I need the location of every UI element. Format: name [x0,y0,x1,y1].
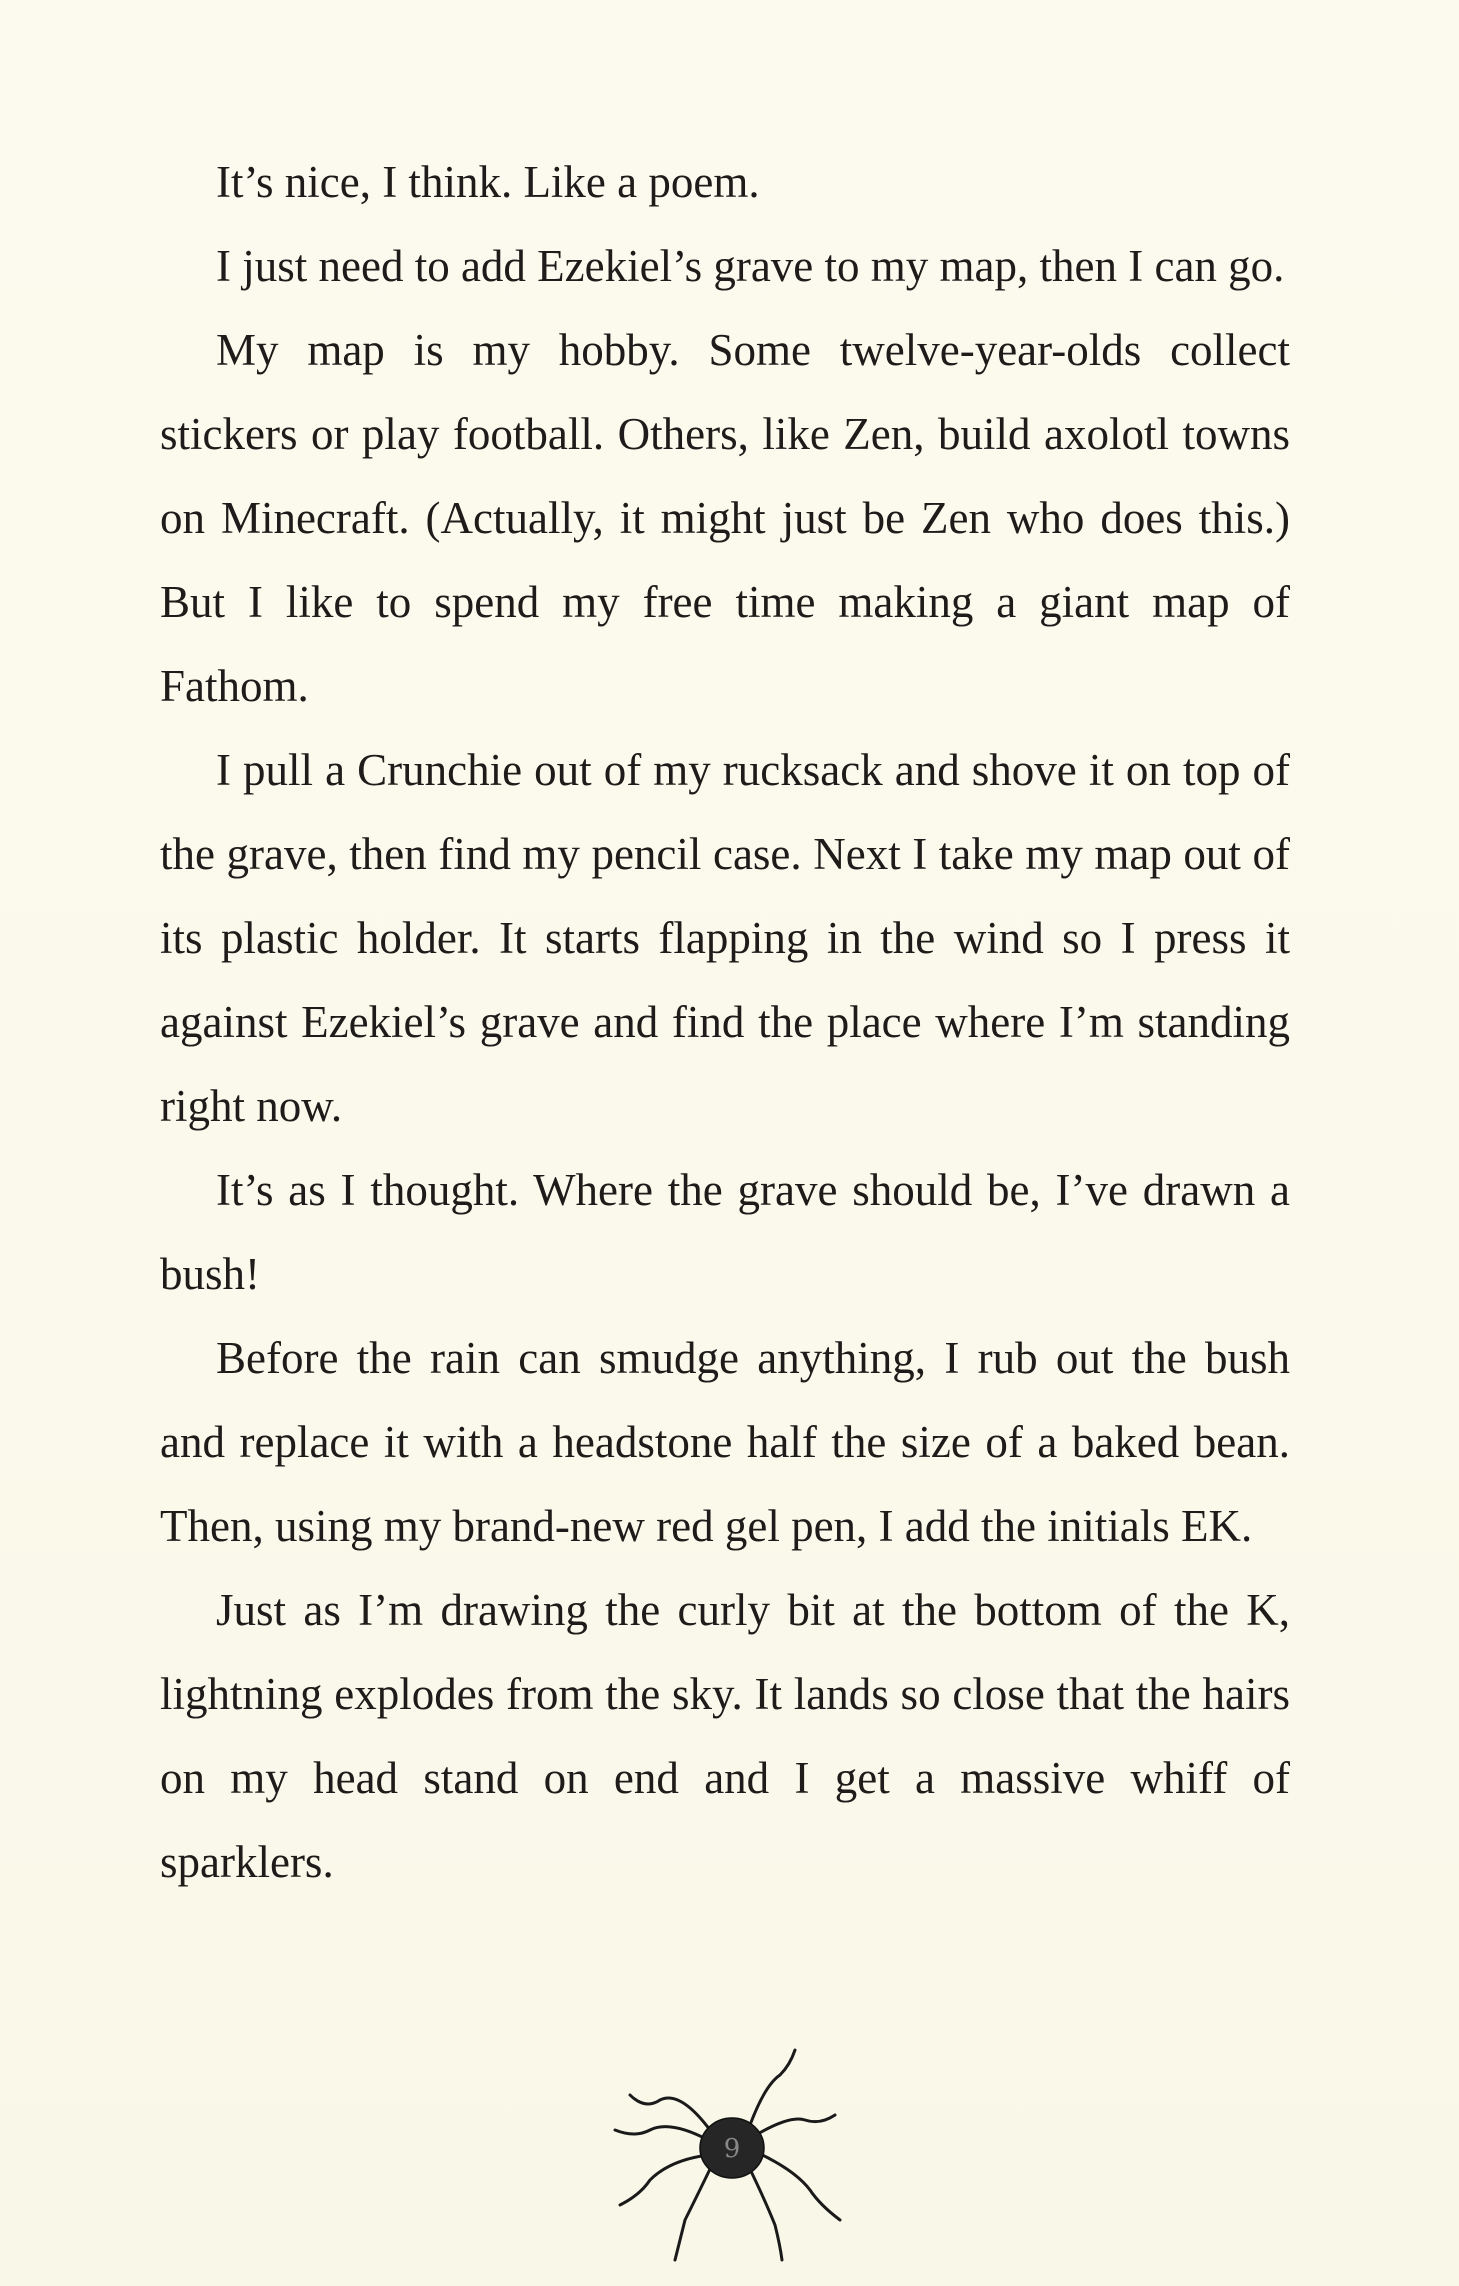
spider-icon [600,2030,860,2270]
paragraph-6: Before the rain can smudge anything, I rub out the bush and replace it with a headstone half the size of a baked bean. Then, using my brand-new red gel pen, I add the initials EK. [160,1333,1290,1551]
body-text [160,140,1290,1904]
paragraph-1: It’s nice, I think. Like a poem. [216,157,760,207]
paragraph-3: My map is my hobby. Some twelve-year-olds collect stickers or play football. Others, like Zen, build axolotl towns on Minecraft. (Actually, it might just be Zen who does this.) But I like to spend my free time making a giant map of Fathom. [160,325,1290,711]
paragraph-2: I just need to add Ezekiel’s grave to my map, then I can go. [216,241,1285,291]
paragraph-5: It’s as I thought. Where the grave should be, I’ve drawn a bush! [160,1165,1290,1299]
paragraph-7: Just as I’m drawing the curly bit at the bottom of the K, lightning explodes from the sky. It lands so close that the hairs on my head stand on end and I get a massive whiff of sparklers. [160,1585,1290,1887]
paragraph-4: I pull a Crunchie out of my rucksack and shove it on top of the grave, then find my pencil case. Next I take my map out of its plastic holder. It starts flapping in the wind so I press it against Ezekiel’s grave and find the place where I’m standing right now. [160,745,1290,1131]
page-number: 9 [723,2134,741,2164]
